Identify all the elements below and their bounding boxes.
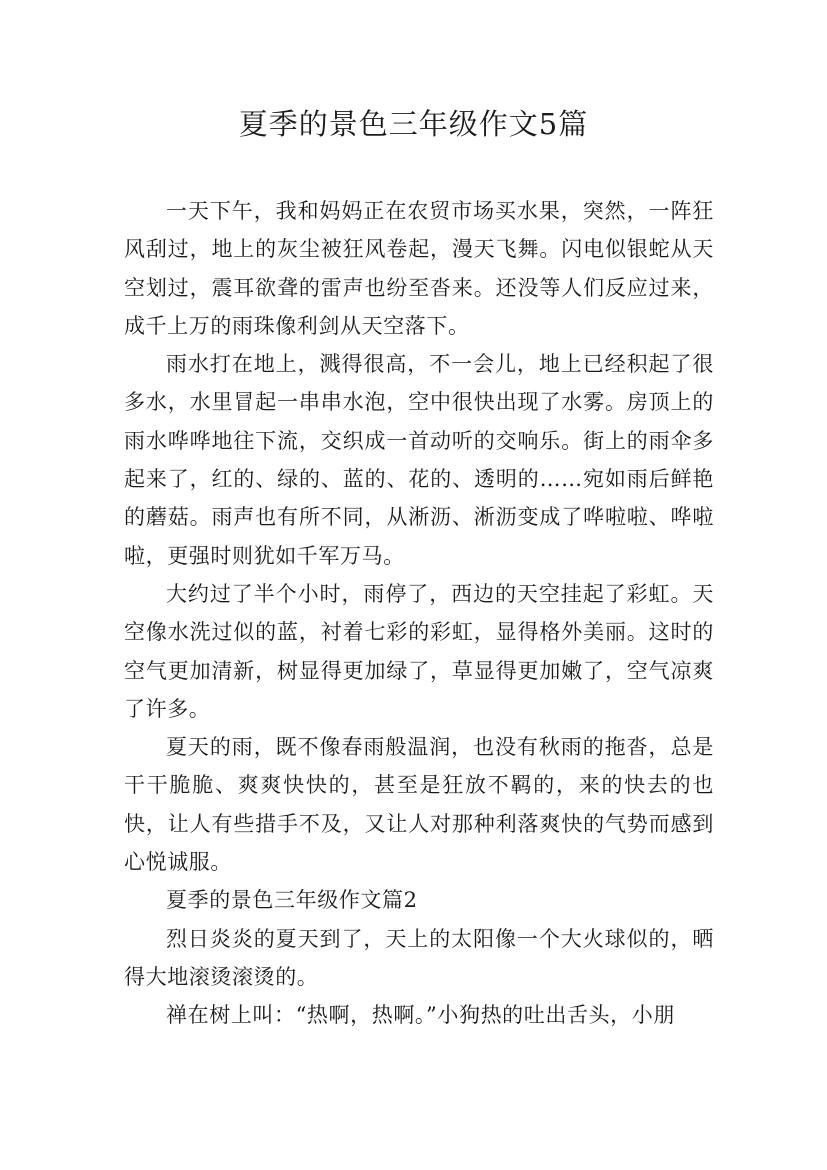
- paragraph: 一天下午，我和妈妈正在农贸市场买水果，突然，一阵狂风刮过，地上的灰尘被狂风卷起，漫天飞舞。闪电似银蛇从天空划过，震耳欲聋的雷声也纷至沓来。还没等人们反应过来，成千上万的雨珠像利剑从天空落下。: [124, 199, 714, 338]
- paragraph: 夏天的雨，既不像春雨般温润，也没有秋雨的拖沓，总是干干脆脆、爽爽快快的，甚至是狂放不羁的，来的快去的也快，让人有些措手不及，又让人对那种利落爽快的气势而感到心悦诚服。: [124, 735, 714, 875]
- section-heading: 夏季的景色三年级作文篇2: [166, 888, 418, 913]
- paragraph: 烈日炎炎的夏天到了，天上的太阳像一个大火球似的，晒得大地滚烫滚烫的。: [124, 926, 714, 989]
- paragraph: 大约过了半个小时，雨停了，西边的天空挂起了彩虹。天空像水洗过似的蓝，衬着七彩的彩虹，显得格外美丽。这时的空气更加清新，树显得更加绿了，草显得更加嫩了，空气凉爽了许多。: [124, 581, 714, 721]
- paragraph: 雨水打在地上，溅得很高，不一会儿，地上已经积起了很多水，水里冒起一串串水泡，空中很快出现了水雾。房顶上的雨水哗哗地往下流，交织成一首动听的交响乐。街上的雨伞多起来了，红的、绿的、蓝的、花的、透明的……宛如雨后鲜艳的蘑菇。雨声也有所不同，从淅沥、淅沥变成了哗啦啦、哗啦啦，更强时则犹如千军万马。: [124, 352, 714, 568]
- document-body: [124, 192, 714, 1035]
- paragraph: 禅在树上叫：“热啊，热啊。”小狗热的吐出舌头，小朋: [166, 1003, 675, 1028]
- document-title: 夏季的景色三年级作文5篇: [238, 107, 589, 141]
